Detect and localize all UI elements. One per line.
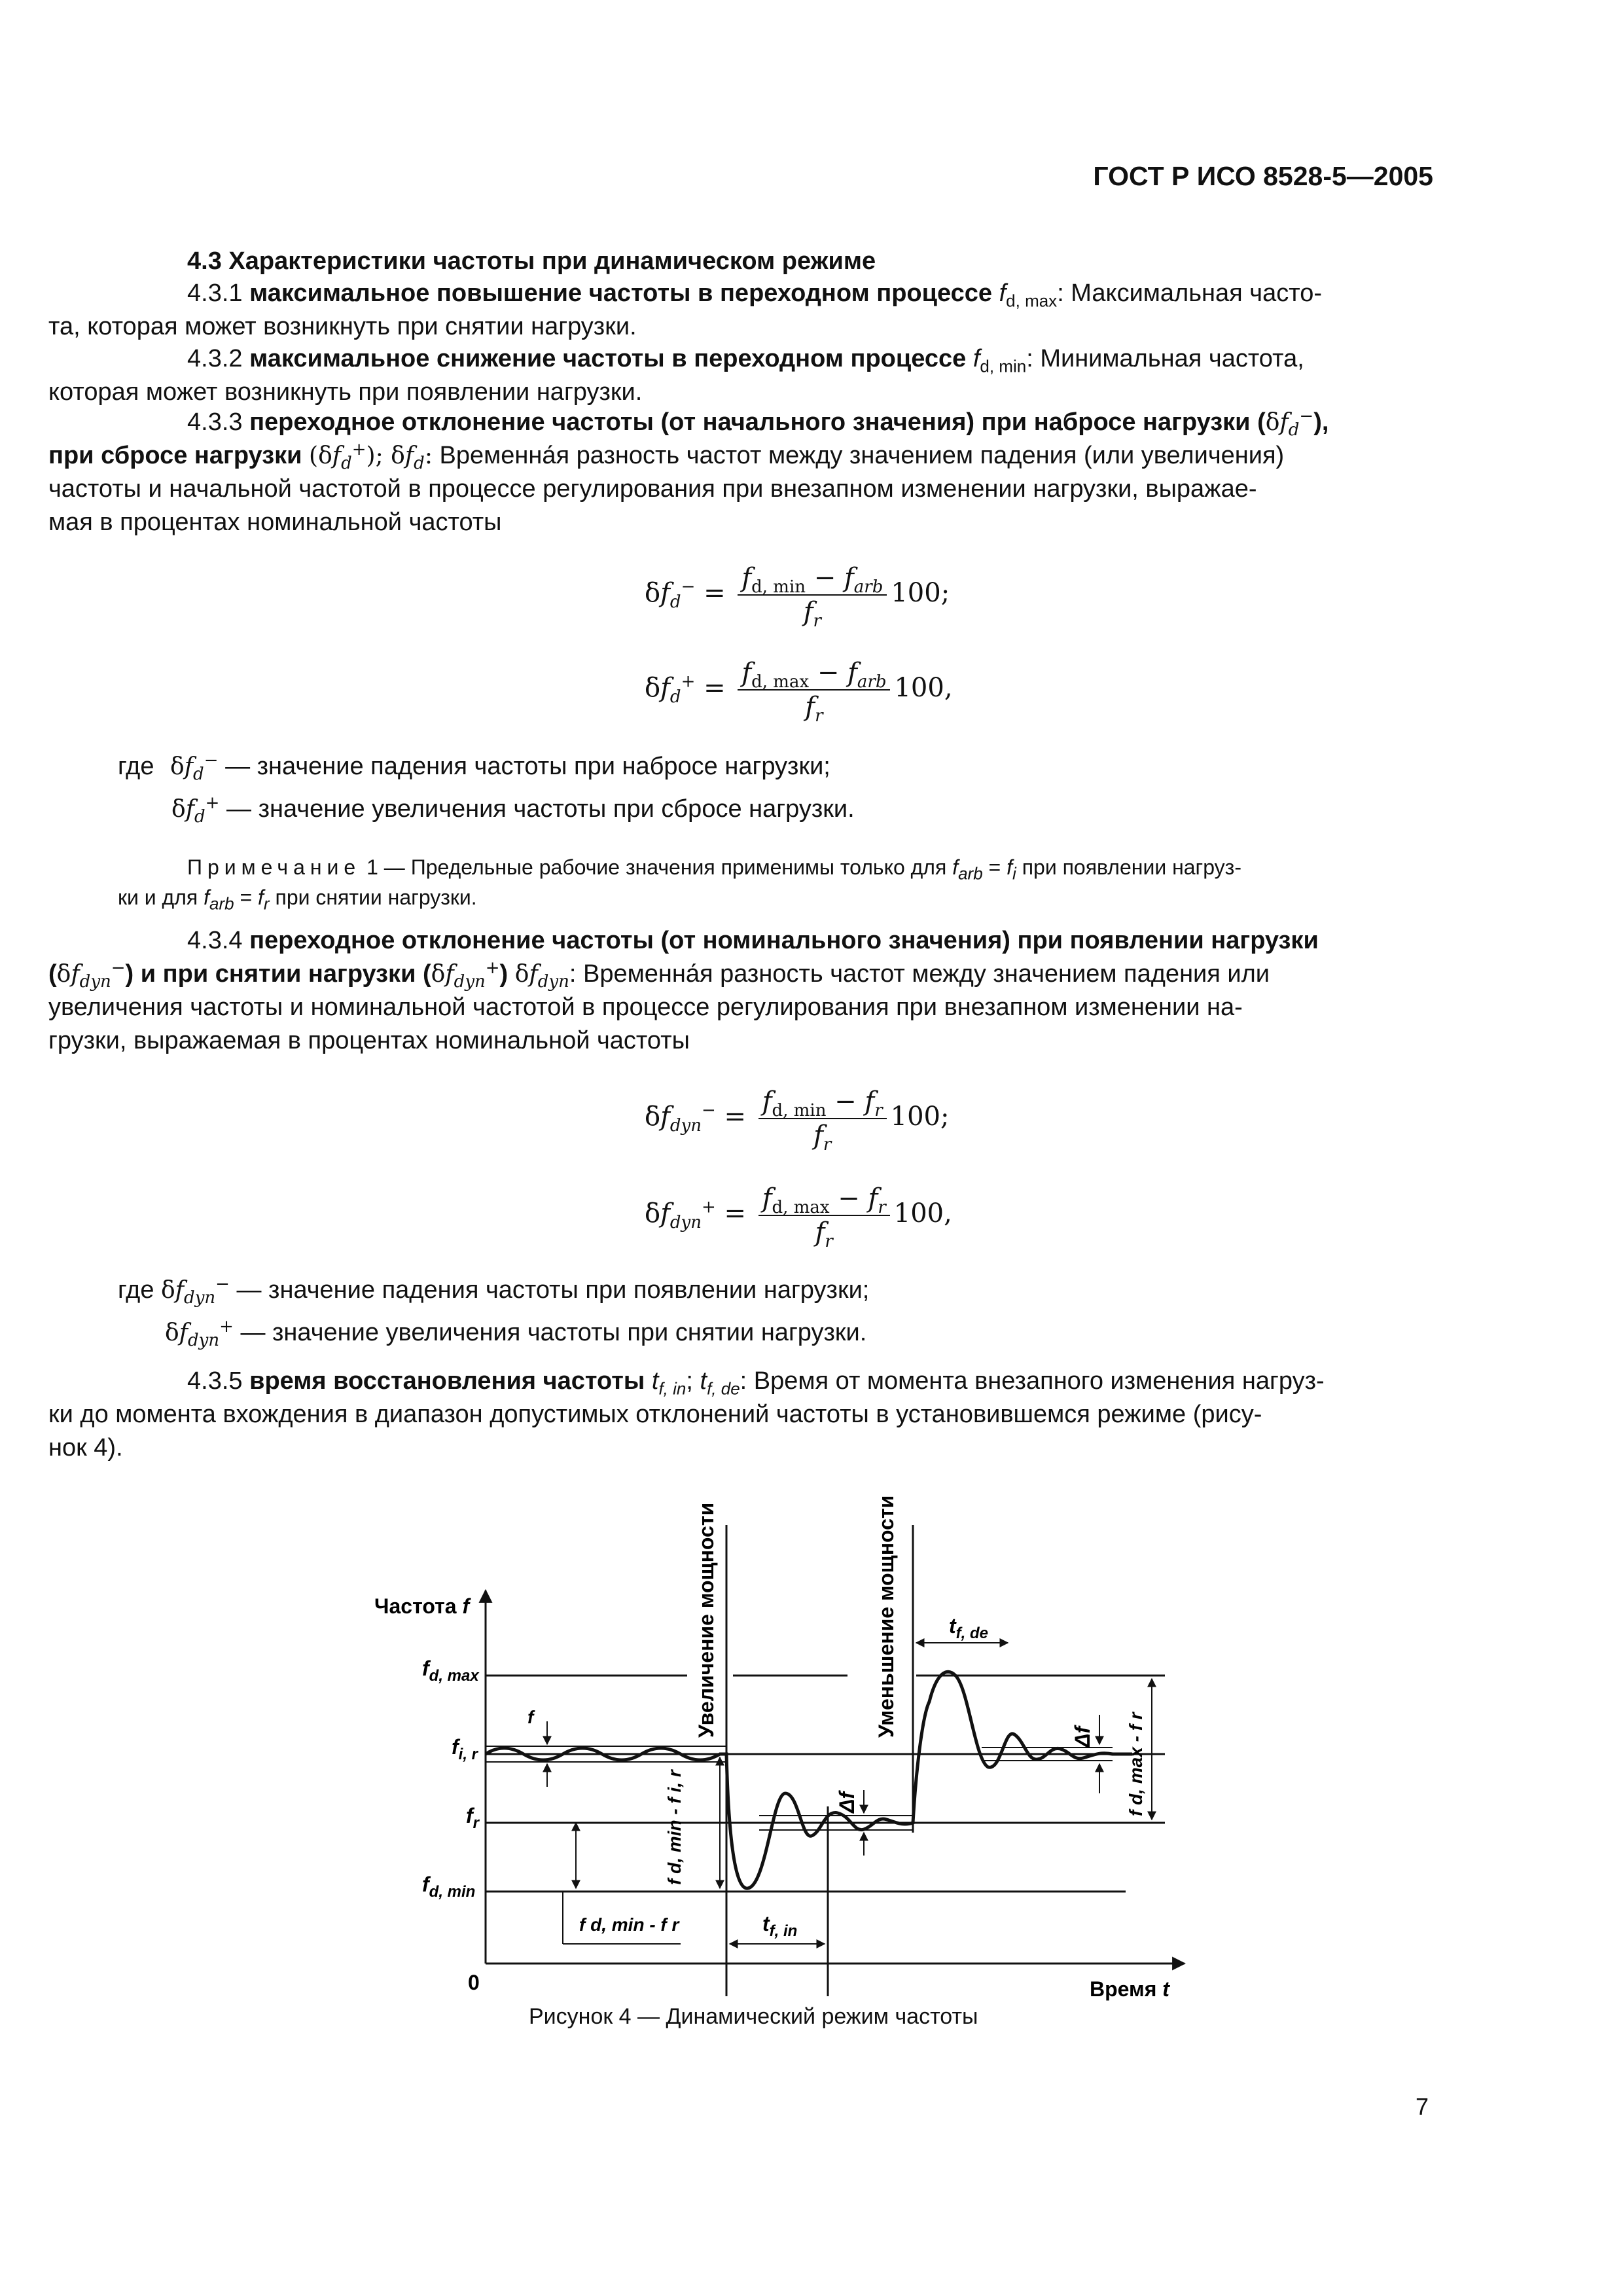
paragraph-4-3-2: 4.3.2 максимальное снижение частоты в переходном процессе $f_{d, min}$: Минимальная частота, которая может возникнуть при появлении нагрузки. — [48, 345, 1304, 406]
label-fdmin-fir: f d, min - f i, r — [664, 1770, 685, 1885]
label-tfin: $t_{f, in}$ — [762, 1912, 798, 1940]
label-tfde: $t_{f, de}$ — [949, 1614, 988, 1642]
formula-delta-fdyn-plus: $\delta f_{dyn}^+$ = $\frac{f_{d, max} - f_r}{f_r}$ 100, — [645, 1183, 952, 1251]
label-f-tolerance: f — [527, 1707, 534, 1727]
paragraph-4-3-5: 4.3.5 время восстановления частоты $t_{f, in}$; $t_{f, de}$: Время от момента внезапного изменения нагруз- ки до момента вхождения в диапазон допустимых отклонений частоты в установившемся режиме (рису- нок 4). — [48, 1367, 1325, 1462]
x-axis-label: Время t — [1090, 1977, 1169, 2001]
section-title: 4.3 Характеристики частоты при динамическом режиме — [187, 247, 876, 275]
paragraph-4-3-3: 4.3.3 переходное отклонение частоты (от начального значения) при набросе нагрузки $(\delta f_d^-)$, при сбросе нагрузки $(\delta f_d^+)$; $\delta f_d$: Временна́я разность частот между значением падения (или увеличения) частоты и начальной частотой в процессе регулирования при внезапном изменении нагрузки, выражае- мая в процентах номинальной частоты — [48, 406, 1329, 536]
label-fdmax: $f_{d, max}$ — [422, 1657, 479, 1685]
label-fdmax-fr: f d, max - f r — [1126, 1712, 1146, 1816]
label-fr: $f_r$ — [466, 1804, 479, 1832]
label-decrease-power: Уменьшение мощности — [874, 1495, 898, 1738]
y-axis-label: Частота f — [374, 1594, 470, 1618]
origin-label: 0 — [468, 1971, 480, 1994]
where-line-3: где $\delta f_{dyn}^-$ — значение падения частоты при появлении нагрузки; — [118, 1274, 870, 1308]
formula-delta-fd-minus: $\delta f_d^-$ = $\frac{f_{d, min} - f_{arb}}{f_r}$ 100; — [645, 563, 950, 631]
where-line-2: $\delta f_d^+$ — значение увеличения частоты при сбросе нагрузки. — [171, 793, 855, 827]
label-fdmin: $f_{d, min}$ — [422, 1873, 476, 1901]
label-delta-f-2: Δf — [835, 1791, 859, 1813]
figure-caption: Рисунок 4 — Динамический режим частоты — [529, 2004, 978, 2029]
frequency-curve — [486, 1672, 1132, 1888]
formula-delta-fdyn-minus: $\delta f_{dyn}^-$ = $\frac{f_{d, min} - f_r}{f_r}$ 100; — [645, 1086, 950, 1155]
label-delta-f-1: Δf — [1071, 1726, 1094, 1748]
page-number: 7 — [1416, 2093, 1429, 2120]
label-fdmin-fr: f d, min - f r — [579, 1914, 679, 1935]
where-line-1: где $\delta f_d^-$ — значение падения частоты при набросе нагрузки; — [118, 751, 830, 785]
note-1: Примечание 1 — Предельные рабочие значения применимы только для $f_{arb} = f_i$ при появлении нагруз- ки и для $f_{arb} = f_r$ при снятии нагрузки. — [118, 855, 1241, 914]
document-id: ГОСТ Р ИСО 8528-5—2005 — [1093, 161, 1433, 191]
label-increase-power: Увеличение мощности — [694, 1502, 718, 1738]
paragraph-4-3-1: 4.3.1 максимальное повышение частоты в переходном процессе $f_{d, max}$: Максимальная часто- та, которая может возникнуть при снятии нагрузки. — [48, 279, 1322, 340]
term-4-3-2: максимальное снижение частоты в переходном процессе — [249, 345, 967, 372]
where-line-4: $\delta f_{dyn}^+$ — значение увеличения частоты при снятии нагрузки. — [165, 1317, 867, 1351]
formula-delta-fd-plus: $\delta f_d^+$ = $\frac{f_{d, max} - f_{arb}}{f_r}$ 100, — [645, 658, 953, 726]
term-4-3-1: максимальное повышение частоты в переходном процессе — [249, 279, 993, 307]
paragraph-4-3-4: 4.3.4 переходное отклонение частоты (от номинального значения) при появлении нагрузки $(\delta f_{dyn}^-)$ и при снятии нагрузки $(\delta f_{dyn}^+)$ $\delta f_{dyn}$: Временна́я разность частот между значением падения или увеличения частоты и номинальной частотой в процессе регулирования при внезапном изменении на- грузки, выражаемая в процентах номинальной частоты — [48, 927, 1319, 1054]
label-fir: $f_{i, r}$ — [452, 1735, 478, 1763]
